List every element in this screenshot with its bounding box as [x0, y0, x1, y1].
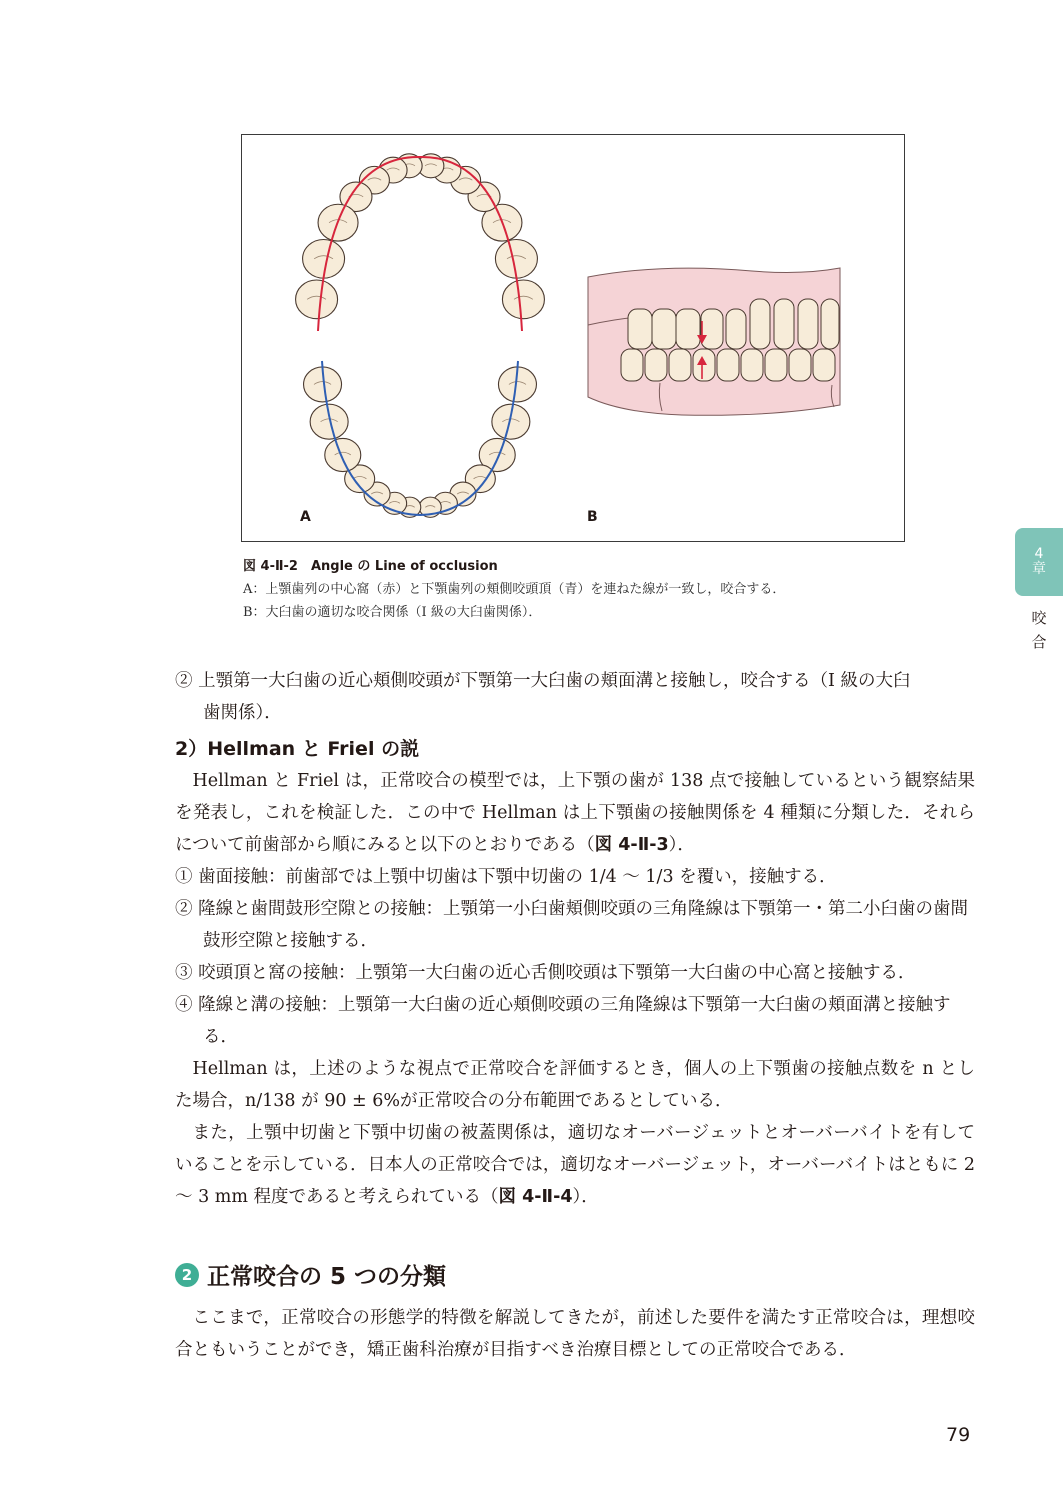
panel-label-a: A [300, 509, 311, 525]
figure-caption-b: B：大臼歯の適切な咬合関係（I 級の大臼歯関係）． [243, 605, 542, 620]
upper-tooth-side [798, 299, 818, 349]
list-item-2-continued [175, 665, 975, 729]
paragraph-contact-points: Hellman は，上述のような視点で正常咬合を評価するとき，個人の上下顎歯の接触点数を n とした場合，n/138 が 90 ± 6%が正常咬合の分布範囲であるとしている． [175, 1059, 975, 1111]
section-title: 正常咬合の 5 つの分類 [207, 1264, 447, 1290]
lower-tooth-side [765, 349, 787, 381]
upper-tooth-side [774, 299, 794, 349]
lower-tooth-side [669, 349, 691, 381]
panel-label-b: B [587, 509, 598, 525]
chapter-tab [1015, 528, 1063, 596]
upper-tooth-side [628, 309, 652, 349]
tooth-outline [325, 438, 361, 471]
lower-arch [304, 367, 537, 517]
figure-caption-title: 図 4-Ⅱ-2 Angle の Line of occlusion [243, 559, 498, 574]
p1-line3: た．それらについて前歯部から順にみると以下のとおりである（ [175, 803, 975, 855]
p3-end: ）． [572, 1187, 599, 1207]
p1-line2: 結果を発表し，これを検証した．この中で Hellman は上下顎歯の接触関係を 4 種類に分類し [175, 771, 976, 823]
tooth-outline [492, 404, 530, 439]
subsection-heading: 2）Hellman と Friel の説 [175, 738, 420, 760]
lower-tooth-side [621, 349, 643, 381]
item2-line1: ② 上顎第一大臼歯の近心頬側咬頭が下顎第一大臼歯の頬面溝と接触し，咬合する（I 級の大臼 [175, 671, 911, 691]
p1-end: ）． [668, 835, 695, 855]
upper-tooth-side [750, 299, 770, 349]
lower-tooth-side [645, 349, 667, 381]
list-item: ① 歯面接触：前歯部では上顎中切歯は下顎中切歯の 1/4 〜 1/3 を覆い，接触する． [175, 867, 837, 887]
paragraph-overjet [175, 1117, 975, 1213]
upper-tooth-side [652, 309, 676, 349]
page-number: 79 [946, 1424, 971, 1446]
lower-buccal-cusp-line [322, 361, 518, 515]
list-item: ② 隆線と歯間鼓形空隙との接触：上顎第一小臼歯頬側咬頭の三角隆線は下顎第一・第二小臼歯の歯間鼓形空隙と接触する． [175, 899, 969, 951]
chapter-title: 咬合 [1031, 609, 1047, 651]
main-body [175, 765, 975, 1213]
figure-frame [241, 134, 905, 542]
section-heading [175, 1258, 446, 1291]
closing-body [175, 1302, 975, 1366]
tooth-outline [310, 404, 348, 439]
chapter-unit: 章 [1032, 561, 1046, 577]
list-item: ③ 咬頭頂と窩の接触：上顎第一大臼歯の近心舌側咬頭は下顎第一大臼歯の中心窩と接触する． [175, 963, 916, 983]
section-number-badge: 2 [175, 1263, 199, 1287]
paragraph-ideal-occlusion: ここまで，正常咬合の形態学的特徴を解説してきたが，前述した要件を満たす正常咬合は，理想咬合ともいうことができ，矯正歯科治療が目指すべき治療目標としての正常咬合である． [175, 1308, 975, 1360]
side-lower-teeth [621, 349, 835, 381]
lower-tooth-side [741, 349, 763, 381]
tooth-outline [502, 280, 544, 319]
lower-tooth-side [813, 349, 835, 381]
figure-caption-a: A：上顎歯列の中心窩（赤）と下顎歯列の頬側咬頭頂（青）を連ねた線が一致し，咬合する． [243, 582, 786, 597]
lower-tooth-side [789, 349, 811, 381]
p1-line1: Hellman と Friel は，正常咬合の模型では，上下顎の歯が 138 点で接触しているという観察 [192, 771, 940, 791]
chapter-number: 4 [1034, 545, 1044, 562]
p3-text: また，上顎中切歯と下顎中切歯の被蓋関係は，適切なオーバージェットとオーバーバイトを有していることを示している．日本人の正常咬合では，適切なオーバージェット，オーバーバイトはともに 2 〜 3 mm 程度であると考えられている（ [175, 1123, 975, 1207]
upper-tooth-side [726, 309, 746, 349]
upper-tooth-side [821, 299, 839, 349]
paragraph-hellman-friel [175, 765, 975, 861]
item2-line2: 歯関係）． [203, 703, 282, 723]
figure-ref-4-2-3[interactable]: 図 4-Ⅱ-3 [594, 835, 669, 855]
upper-tooth-side [676, 309, 700, 349]
occlusion-side-view [588, 268, 840, 415]
tooth-outline [296, 280, 338, 319]
upper-tooth-side [701, 309, 723, 349]
dental-arches-illustration [242, 135, 906, 543]
lower-tooth-side [717, 349, 739, 381]
list-item: ④ 隆線と溝の接触：上顎第一大臼歯の近心頬側咬頭の三角隆線は下顎第一大臼歯の頬面溝と接触する． [175, 995, 951, 1047]
figure-ref-4-2-4[interactable]: 図 4-Ⅱ-4 [498, 1187, 573, 1207]
